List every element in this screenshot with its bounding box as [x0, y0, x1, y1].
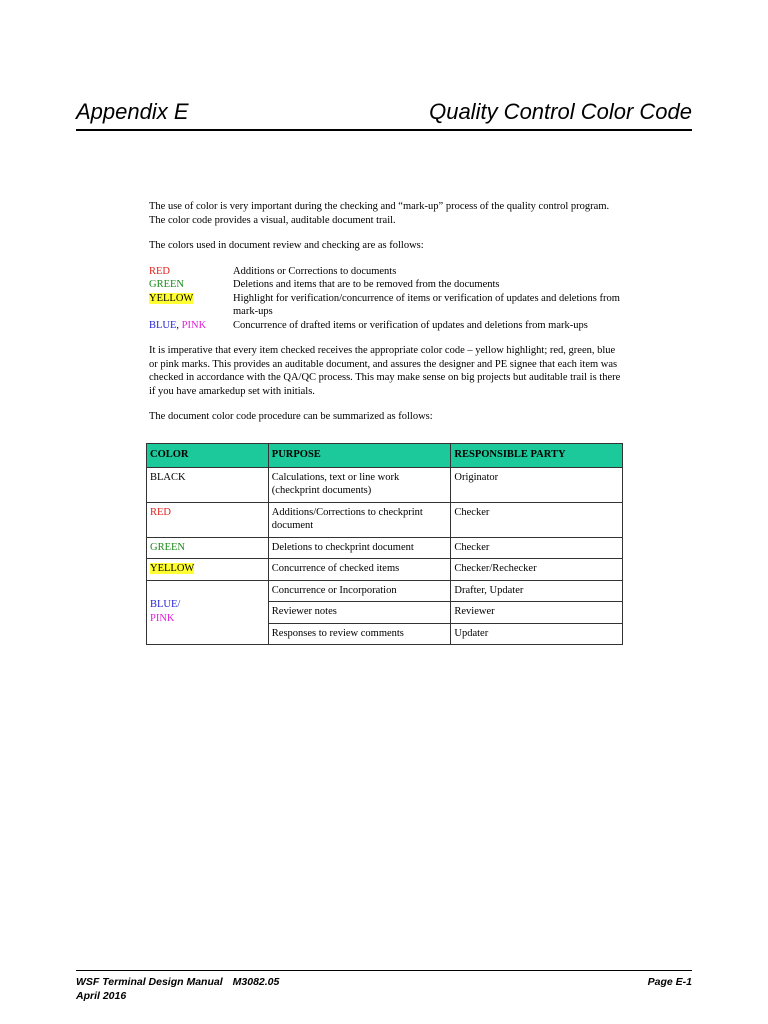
header-color: COLOR — [147, 444, 269, 468]
yellow-highlight-label: YELLOW — [150, 563, 195, 574]
footer-date: April 2016 — [76, 990, 127, 1002]
legend-code-bluepink — [149, 319, 233, 333]
legend-row-yellow — [149, 292, 624, 319]
cell-color-red: RED — [147, 502, 269, 537]
legend-desc-bluepink: Concurrence of drafted items or verification of updates and deletions from mark-ups — [233, 319, 588, 331]
cell-purpose: Calculations, text or line work (checkprint documents) — [268, 467, 451, 502]
appendix-title: Appendix E — [76, 99, 189, 124]
cell-color-yellow — [147, 559, 269, 581]
color-code-table — [146, 443, 623, 645]
legend-row-red — [149, 265, 624, 279]
cell-party: Drafter, Updater — [451, 580, 623, 602]
cell-color-bluepink — [147, 580, 269, 645]
legend-code-sep: , — [176, 319, 182, 331]
cell-party: Updater — [451, 623, 623, 645]
cell-party: Checker — [451, 502, 623, 537]
cell-purpose: Additions/Corrections to checkprint document — [268, 502, 451, 537]
footer-divider — [76, 970, 692, 971]
cell-party: Checker — [451, 537, 623, 559]
cell-purpose: Responses to review comments — [268, 623, 451, 645]
cell-purpose: Reviewer notes — [268, 602, 451, 624]
cell-color-green: GREEN — [147, 537, 269, 559]
color-legend — [149, 265, 624, 333]
footer-left — [76, 975, 279, 1003]
header-divider — [76, 129, 692, 131]
legend-code-pink: PINK — [181, 319, 207, 331]
legend-desc-green: Deletions and items that are to be removed from the documents — [233, 279, 500, 290]
cell-color-black: BLACK — [147, 467, 269, 502]
table-row — [147, 580, 623, 602]
legend-code-green: GREEN — [149, 279, 184, 290]
legend-desc-red: Additions or Corrections to documents — [233, 265, 397, 277]
legend-code-yellow-cell — [149, 292, 233, 319]
table-header-row — [147, 444, 623, 468]
cell-purpose: Concurrence of checked items — [268, 559, 451, 581]
legend-desc-yellow: Highlight for verification/concurrence of items or verification of updates and deletions from mark-ups — [233, 292, 620, 317]
table-row — [147, 559, 623, 581]
pink-label: PINK — [150, 612, 175, 624]
blue-label: BLUE/ — [150, 599, 181, 611]
footer-manual-title: WSF Terminal Design Manual — [76, 976, 223, 988]
footer-manual-line — [76, 975, 279, 989]
imperative-paragraph: It is imperative that every item checked receives the appropriate color code – yellow highlight; red, green, blue or pink marks. This provides an auditable document, and assures the designer and PE signee that each item was checked in accordance with the QA/QC process. This may make sense on big projects but auditable trail is there if you have amarkedup set with initials. — [149, 345, 621, 397]
table-row — [147, 467, 623, 502]
section-title: Quality Control Color Code — [429, 99, 692, 124]
legend-row-bluepink — [149, 319, 624, 333]
cell-party: Originator — [451, 467, 623, 502]
cell-party: Checker/Rechecker — [451, 559, 623, 581]
legend-code-blue: BLUE — [149, 319, 177, 331]
colors-intro-paragraph: The colors used in document review and checking are as follows: — [149, 240, 424, 251]
cell-party: Reviewer — [451, 602, 623, 624]
table-row — [147, 502, 623, 537]
table-row — [147, 537, 623, 559]
cell-purpose: Concurrence or Incorporation — [268, 580, 451, 602]
header-purpose: PURPOSE — [268, 444, 451, 468]
legend-code-red: RED — [149, 265, 170, 277]
summary-intro-paragraph: The document color code procedure can be summarized as follows: — [149, 411, 433, 422]
cell-purpose: Deletions to checkprint document — [268, 537, 451, 559]
page-number: Page E-1 — [647, 976, 692, 988]
footer-manual-number: M3082.05 — [232, 976, 280, 988]
document-body — [149, 200, 624, 436]
legend-row-green — [149, 278, 624, 292]
intro-paragraph: The use of color is very important during the checking and “mark-up” process of the quality control program. The color code provides a visual, auditable document trail. — [149, 201, 610, 226]
legend-code-yellow: YELLOW — [149, 292, 194, 304]
header-responsible-party: RESPONSIBLE PARTY — [451, 444, 623, 468]
